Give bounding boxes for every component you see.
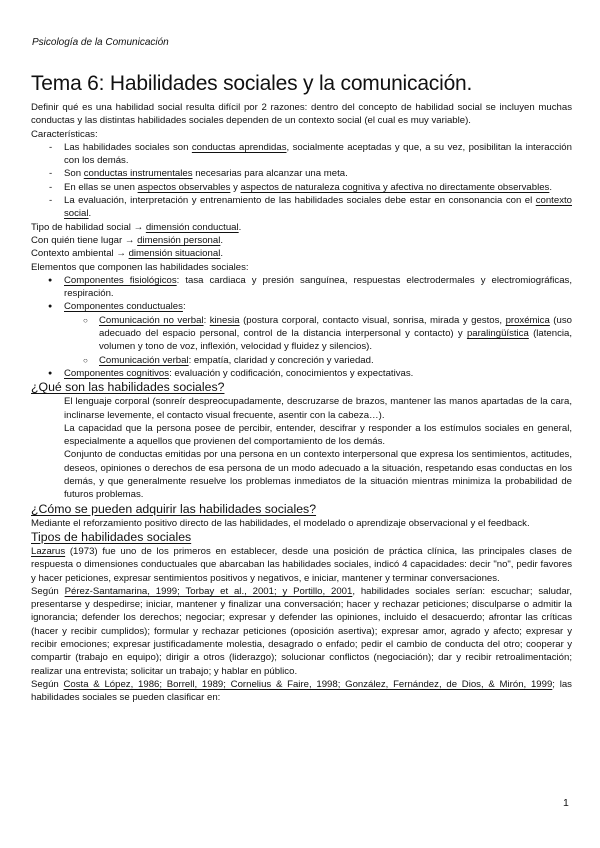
dimension-line: Con quién tiene lugar → dimensión personal. bbox=[31, 234, 224, 246]
bullet-item: ● Componentes conductuales: bbox=[31, 300, 572, 313]
indented-paragraph: El lenguaje corporal (sonreír despreocupadamente, descruzarse de brazos, mantener las manos apartadas de la cara, inclinarse levemente, el contacto visual frecuente, asentir con la cabeza…). bbox=[64, 396, 572, 421]
bullet-item: ● Componentes fisiológicos: tasa cardiaca y presión sanguínea, respuestas electrodermales y electromiográficas, respiración. bbox=[31, 274, 572, 301]
list-item: - Son conductas instrumentales necesarias para alcanzar una meta. bbox=[31, 167, 572, 180]
sub-bullet-item: ○ Comunicación no verbal: kinesia (postura corporal, contacto visual, sonrisa, mirada y gestos, proxémica (uso adecuado del espacio personal, control de la distancia interpersonal y contacto) y paralingüística (latencia, volumen y tono de voz, inflexión, velocidad y fluidez y silencios). bbox=[31, 314, 572, 354]
paragraph: Mediante el reforzamiento positivo directo de las habilidades, el modelado o aprendizaje observacional y el feedback. bbox=[31, 517, 530, 529]
caracteristicas-label: Características: bbox=[31, 128, 98, 140]
page-title: Tema 6: Habilidades sociales y la comunicación. bbox=[31, 72, 473, 95]
list-item: - Las habilidades sociales son conductas aprendidas, socialmente aceptadas y que, a su vez, posibilitan la interacción con los demás. bbox=[31, 141, 572, 168]
section-heading: Tipos de habilidades sociales bbox=[31, 529, 192, 544]
intro-paragraph: Definir qué es una habilidad social resulta difícil por 2 razones: dentro del concepto de habilidad social se incluyen muchas conductas y las distintas habilidades sociales dependen de un contexto social (el cual es muy variable). bbox=[31, 102, 572, 127]
indented-paragraph: La capacidad que la persona posee de percibir, entender, descifrar y responder a los estímulos sociales en general, especialmente a aquellos que provienen del comportamiento de los demás. bbox=[64, 422, 572, 448]
bullet-item: ● Componentes cognitivos: evaluación y codificación, conocimientos y expectativas. bbox=[31, 367, 572, 380]
list-item: - En ellas se unen aspectos observables y aspectos de naturaleza cognitiva y afectiva no directamente observables. bbox=[31, 181, 572, 194]
dimension-line: Tipo de habilidad social → dimensión conductual. bbox=[31, 221, 242, 233]
page-number: 1 bbox=[563, 797, 569, 809]
dimension-line: Contexto ambiental → dimensión situacional. bbox=[31, 248, 223, 260]
indented-paragraph: Conjunto de conductas emitidas por una persona en un contexto interpersonal que expresa los sentimientos, actitudes, deseos, opiniones o derechos de esa persona de un modo adecuado a la situación, respetando esas conductas en los demás, y que generalmente resuelve los problemas inmediatos de la situación mientras minimiza la probabilidad de futuros problemas. bbox=[64, 449, 572, 501]
document-body bbox=[31, 101, 572, 704]
paragraph: Según Costa & López, 1986; Borrell, 1989; Cornelius & Faire, 1998; González, Fernández, de Dios, & Mirón, 1999; las habilidades sociales se pueden clasificar en: bbox=[31, 678, 572, 704]
elementos-label: Elementos que componen las habilidades sociales: bbox=[31, 261, 249, 273]
paragraph: Lazarus (1973) fue uno de los primeros en establecer, desde una posición de práctica clínica, las principales clases de respuesta o dimensiones conductuales que abarcaban las habilidades sociales, indicó 4 capacidades: decir "no", pedir favores y hacer peticiones, expresar sentimientos positivos y negativos, e iniciar, mantener y terminar conversaciones. bbox=[31, 545, 572, 584]
paragraph: Según Pérez-Santamarina, 1999; Torbay et al., 2001; y Portillo, 2001, habilidades sociales serían: escuchar; saludar, presentarse y despedirse; iniciar, mantener y finalizar una conversación; hacer y rechazar peticiones; disculparse o admitir la ignorancia; defender los derechos; negociar; expresar y defender las opiniones, incluido el desacuerdo; afrontar las críticas (hacer y recibir cumplidos); formular y rechazar peticiones (oposición asertiva); expresar amor, agrado y afecto; expresar y recibir emociones; expresar justificadamente molestia, desagrado o enfado; pedir el cambio de conducta del otro; cooperar y compartir (trabajo en equipo); dirigir a otros (liderazgo); solucionar conflictos (negociación); dar y recibir retroalimentación; realizar una entrevista; solicitar un trabajo; y hablar en público. bbox=[31, 585, 572, 677]
sub-bullet-item: ○ Comunicación verbal: empatía, claridad y concreción y variedad. bbox=[31, 354, 572, 367]
section-heading: ¿Cómo se pueden adquirir las habilidades sociales? bbox=[31, 501, 317, 516]
running-header: Psicología de la Comunicación bbox=[32, 37, 169, 48]
list-item: - La evaluación, interpretación y entrenamiento de las habilidades sociales debe estar en consonancia con el contexto social. bbox=[31, 194, 572, 221]
section-heading: ¿Qué son las habilidades sociales? bbox=[31, 380, 225, 395]
